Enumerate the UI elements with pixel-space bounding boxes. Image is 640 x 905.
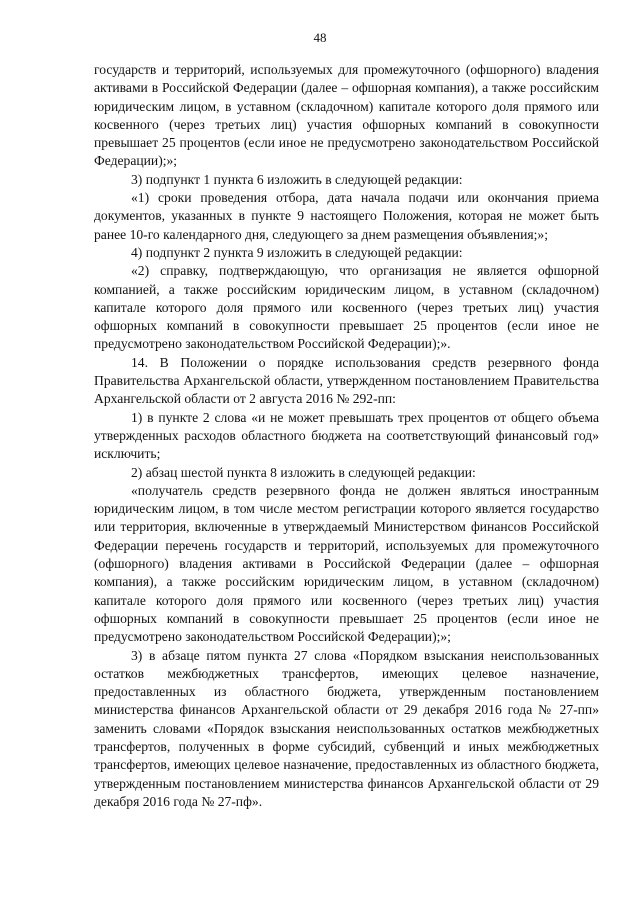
paragraph-section-14: 14. В Положении о порядке использования средств резервного фонда Правительства Архангельской области, утвержденном постановлением Правительства Архангельской области от 2 августа 2016 № 292-пп: <box>94 354 599 407</box>
paragraph-continuation: государств и территорий, используемых для промежуточного (офшорного) владения активами в Российской Федерации (далее – офшорная компания), а также российским юридическим лицом, в уставном (складочном) капитале которого доля прямого или косвенного (через третьих лиц) участия офшорных компаний в совокупности превышает 25 процентов (если иное не предусмотрено законодательством Российской Федерации);»; <box>94 62 599 169</box>
paragraph-subitem-3: 3) в абзаце пятом пункта 27 слова «Порядком взыскания неиспользованных остатков межбюджетных трансфертов, имеющих целевое назначение, предоставленных из областного бюджета, утвержденным постановлением министерства финансов Архангельской области от 29 декабря 2016 года № 27-пп» заменить словами «Порядок взыскания неиспользованных остатков межбюджетных трансфертов, полученных в форме субсидий, субвенций и иных межбюджетных трансфертов, имеющих целевое назначение, предоставленных из областного бюджета, утвержденным постановлением министерства финансов Архангельской области от 29 декабря 2016 года № 27-пф». <box>94 647 599 809</box>
paragraph-item-3: 3) подпункт 1 пункта 6 изложить в следующей редакции: <box>131 171 463 187</box>
document-body <box>94 61 599 811</box>
paragraph-quote-1: «1) сроки проведения отбора, дата начала подачи или окончания приема документов, указанных в пункте 9 настоящего Положения, которая не может быть ранее 10-го календарного дня, следующего за днем размещения объявления;»; <box>94 190 599 242</box>
paragraph-quote-2: «2) справку, подтверждающую, что организация не является офшорной компанией, а также российским юридическим лицом, в уставном (складочном) капитале которого доля прямого или косвенного (через третьих лиц) участия офшорных компаний в совокупности превышает 25 процентов (если иное не предусмотрено законодательством Российской Федерации);». <box>94 263 599 352</box>
paragraph-item-4: 4) подпункт 2 пункта 9 изложить в следующей редакции: <box>131 244 463 260</box>
page-number: 48 <box>313 30 327 45</box>
paragraph-subitem-2: 2) абзац шестой пункта 8 изложить в следующей редакции: <box>131 464 476 480</box>
paragraph-subitem-1: 1) в пункте 2 слова «и не может превышать трех процентов от общего объема утвержденных расходов областного бюджета на соответствующий финансовый год» исключить; <box>94 409 599 462</box>
paragraph-quote-3: «получатель средств резервного фонда не должен являться иностранным юридическим лицом, в том числе местом регистрации которого является государство или территория, включенные в утверждаемый Министерством финансов Российской Федерации перечень государств и территорий, используемых для промежуточного (офшорного) владения активами в Российской Федерации (далее – офшорная компания), а также российским юридическим лицом, в уставном (складочном) капитале которого доля прямого или косвенного (через третьих лиц) участия офшорных компаний в совокупности превышает 25 процентов (если иное не предусмотрено законодательством Российской Федерации);»; <box>94 482 599 645</box>
